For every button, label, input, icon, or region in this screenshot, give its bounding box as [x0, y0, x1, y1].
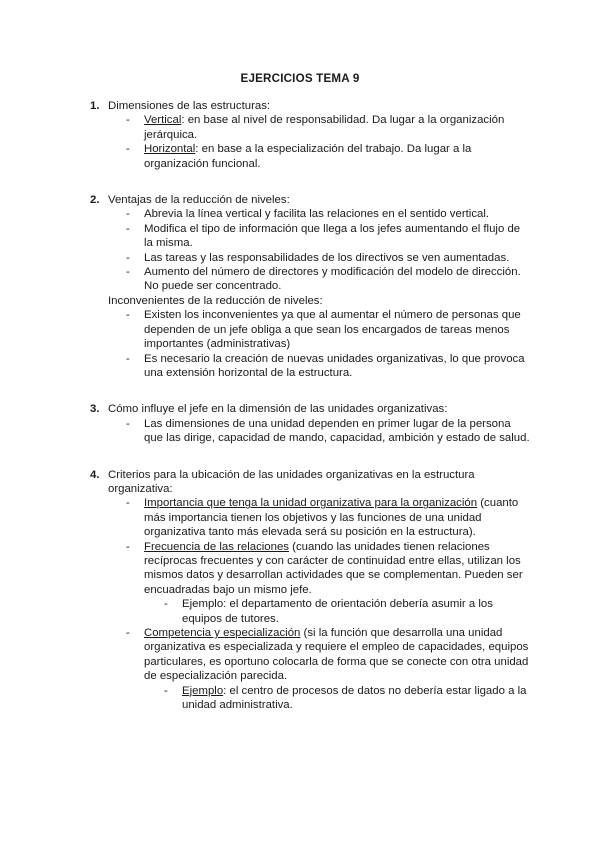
bullet-dash: - [126, 208, 130, 221]
bullet-item [126, 496, 530, 539]
bullet-dash: - [126, 266, 130, 279]
bullet-text: Aumento del número de directores y modificación del modelo de dirección. No puede ser concentrado. [144, 266, 521, 293]
bullet-dash: - [126, 540, 130, 553]
bullet-dash: - [126, 497, 130, 510]
sub-bullet-item [164, 597, 530, 626]
bullet-dash: - [126, 352, 130, 365]
bullet-text: Las dimensiones de una unidad dependen en primer lugar de la persona que las dirige, capacidad de mando, capacidad, ambición y estado de salud. [144, 417, 530, 445]
exercise-heading: Dimensiones de las estructuras: [108, 100, 271, 112]
exercise-number: 1. [90, 100, 100, 112]
bullet-text: : en base a la especialización del trabajo. Da lugar a la organización funcional. [144, 143, 472, 170]
exercise-heading: Criterios para la ubicación de las unidades organizativas en la estructura organizativa: [108, 468, 475, 495]
exercise-2 [90, 193, 530, 380]
bullet-dash: - [164, 684, 168, 697]
bullet-dash: - [126, 627, 130, 639]
bullet-item [126, 113, 530, 142]
bullet-text: : el centro de procesos de datos no debería estar ligado a la unidad administrativa. [182, 684, 527, 712]
bullet-text: Existen los inconvenientes ya que al aumentar el número de personas que dependen de un jefe obliga a que sean los encargados de tareas menos importantes (administrativas) [144, 309, 521, 351]
bullet-item [126, 222, 530, 251]
bullet-term: Importancia que tenga la unidad organizativa para la organización [144, 497, 478, 510]
bullet-item [126, 142, 530, 171]
exercise-number: 4. [90, 468, 100, 481]
exercise-1 [90, 99, 530, 171]
exercise-3 [90, 402, 530, 445]
bullet-dash: - [164, 598, 168, 611]
bullet-text: : en base al nivel de responsabilidad. Da lugar a la organización jerárquica. [144, 114, 505, 141]
exercise-list [90, 99, 530, 712]
bullet-item [126, 626, 530, 684]
bullet-dash: - [126, 143, 130, 156]
bullet-dash: - [126, 114, 130, 127]
bullet-term: Competencia y especialización [144, 627, 301, 639]
document-title: EJERCICIOS TEMA 9 [240, 72, 360, 85]
exercise-heading: Ventajas de la reducción de niveles: [108, 194, 290, 207]
bullet-item [126, 251, 530, 265]
bullet-term: Ejemplo [182, 684, 224, 697]
exercise-4 [90, 468, 530, 713]
bullet-text: Las tareas y las responsabilidades de los directivos se ven aumentadas. [144, 251, 510, 264]
exercise-number: 2. [90, 194, 100, 207]
bullet-term: Frecuencia de las relaciones [144, 540, 289, 553]
bullet-item [126, 207, 530, 221]
bullet-item [126, 308, 530, 351]
bullet-item [126, 540, 530, 598]
bullet-dash: - [126, 309, 130, 322]
bullet-dash: - [126, 222, 130, 235]
bullet-term: Vertical [144, 114, 182, 127]
bullet-dash: - [126, 417, 130, 430]
exercise-subheading: Inconvenientes de la reducción de niveles: [108, 294, 323, 307]
exercise-heading: Cómo influye el jefe en la dimensión de las unidades organizativas: [108, 403, 448, 416]
bullet-text: Modifica el tipo de información que llega a los jefes aumentando el flujo de la misma. [144, 222, 521, 250]
bullet-item [126, 352, 530, 381]
bullet-item [126, 265, 530, 294]
bullet-text: (si la función que desarrolla una unidad organizativa es especializada y requiere el empleo de capacidades, equipos particulares, es oportuno colocarla de forma que se conecte con otra unidad de especialización parecida. [144, 627, 529, 683]
bullet-text: (cuanto más importancia tienen los objetivos y las funciones de una unidad organizativa tanto más elevada será su posición en la estructura). [144, 497, 519, 539]
bullet-text: (cuando las unidades tienen relaciones recíprocas frecuentes y con carácter de continuidad entre ellas, utilizan los mismos datos y desarrollan actividades que se complementan. Pueden ser encuadradas bajo un mismo jefe. [144, 540, 523, 596]
bullet-text: Es necesario la creación de nuevas unidades organizativas, lo que provoca una extensión horizontal de la estructura. [144, 352, 525, 379]
exercise-number: 3. [90, 403, 100, 416]
sub-bullet-item [164, 684, 530, 713]
bullet-text: Abrevia la línea vertical y facilita las relaciones en el sentido vertical. [144, 208, 490, 221]
bullet-term: Horizontal [144, 143, 196, 156]
bullet-dash: - [126, 251, 130, 264]
bullet-text: Ejemplo: el departamento de orientación debería asumir a los equipos de tutores. [182, 598, 493, 625]
bullet-item [126, 417, 530, 446]
